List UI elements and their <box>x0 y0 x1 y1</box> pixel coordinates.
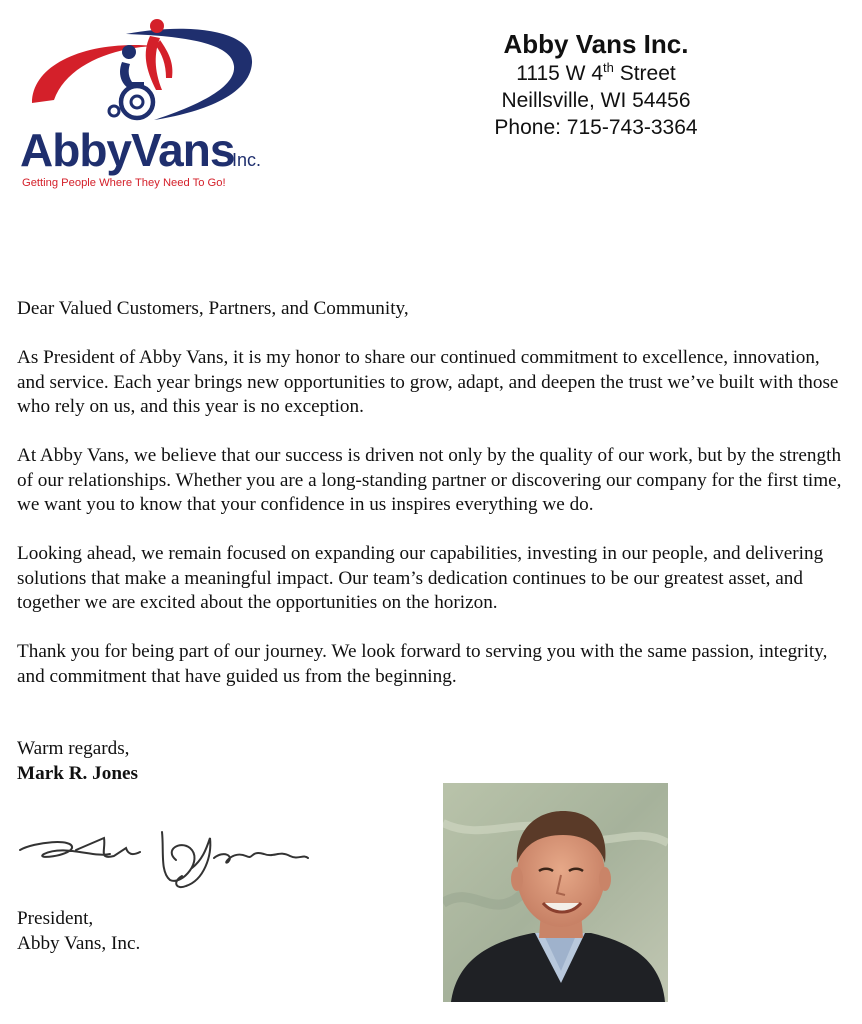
signer-name: Mark R. Jones <box>17 762 138 784</box>
letterhead-address <box>455 28 737 141</box>
city-state-zip: Neillsville, WI 54456 <box>501 89 691 112</box>
company-name: Abby Vans Inc. <box>503 29 689 59</box>
street-number: 1115 W 4 <box>516 62 604 85</box>
logo-wordmark-suffix: Inc. <box>232 150 262 170</box>
closing <box>17 737 138 786</box>
logo-wordmark: AbbyVans <box>20 124 235 176</box>
signer-company: Abby Vans, Inc. <box>17 932 141 954</box>
handwritten-signature <box>14 820 314 900</box>
company-logo <box>14 8 284 193</box>
logo-tagline: Getting People Where They Need To Go! <box>22 177 226 189</box>
phone-number: Phone: 715-743-3364 <box>494 116 698 139</box>
paragraph-3: Looking ahead, we remain focused on expanding our capabilities, investing in our people, and delivering solutions that make a meaningful impact. Our team’s dedication continues to be our greatest asset, and together we are excited about the opportunities on the horizon. <box>17 543 824 613</box>
paragraph-4: Thank you for being part of our journey. We look forward to serving you with the same passion, integrity, and commitment that have guided us from the beginning. <box>17 641 828 687</box>
signer-title-block <box>17 907 140 956</box>
signer-title: President, <box>17 908 94 929</box>
street-address <box>455 60 737 87</box>
president-portrait-photo <box>443 783 668 1002</box>
street-name: Street <box>613 62 676 85</box>
valediction: Warm regards, <box>17 738 130 759</box>
salutation: Dear Valued Customers, Partners, and Community, <box>17 298 409 319</box>
letter-body <box>17 297 847 714</box>
paragraph-2: At Abby Vans, we believe that our success is driven not only by the quality of our work, but by the strength of our relationships. Whether you are a long-standing partner or discovering our company for the first time, we want you to know that your confidence in us inspires everything we do. <box>17 445 842 515</box>
ordinal-suffix: th <box>603 60 614 75</box>
paragraph-1: As President of Abby Vans, it is my honor to share our continued commitment to excellence, innovation, and service. Each year brings new opportunities to grow, adapt, and deepen the trust we’ve built with those who rely on us, and this year is no exception. <box>17 347 839 417</box>
